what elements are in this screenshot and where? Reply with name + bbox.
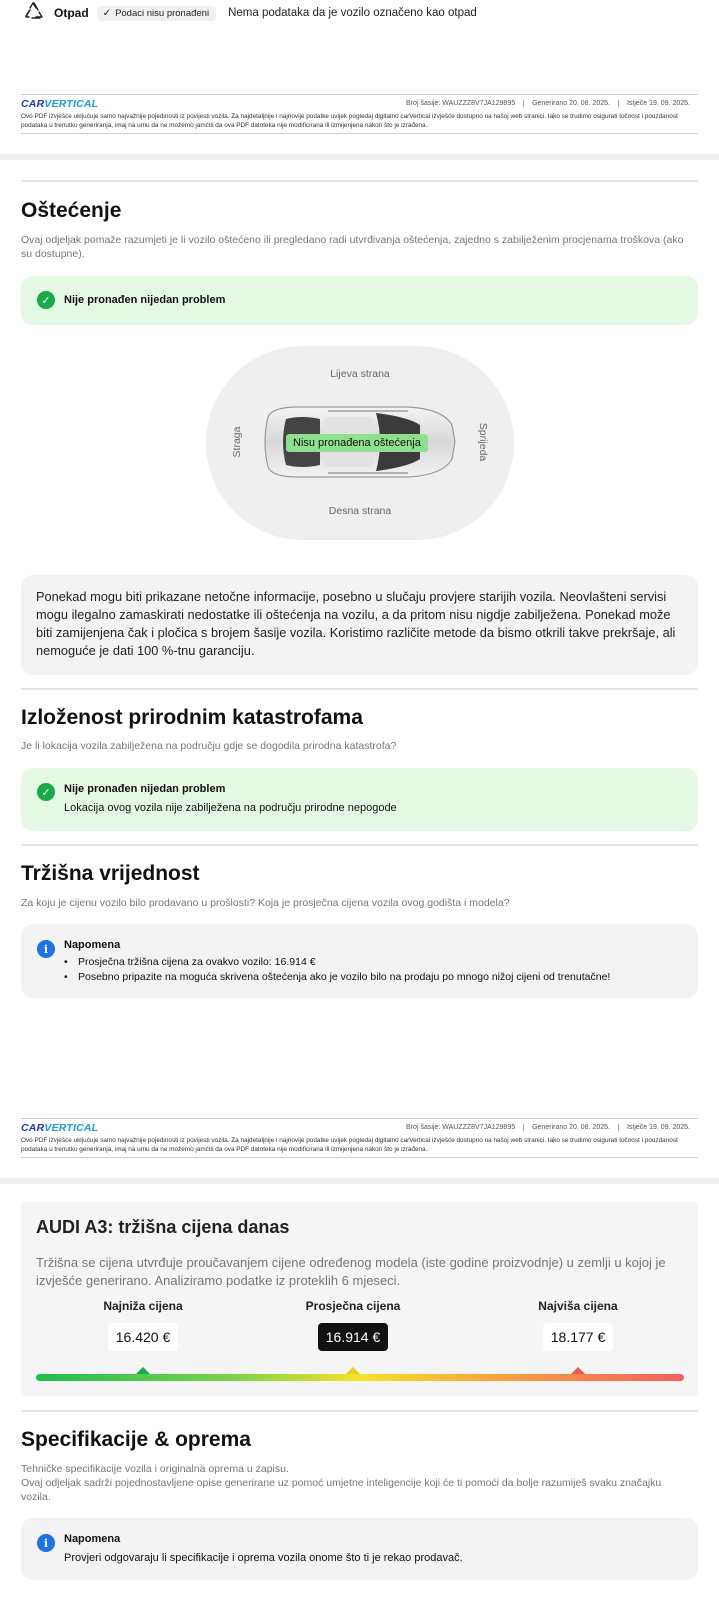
recycle-icon [22, 0, 46, 28]
specs-note-title: Napomena [64, 1533, 121, 1545]
avg-price-value: 16.914 € [318, 1323, 389, 1351]
vin-text: Broj šasije: WAUZZZ8V7JA129895 [406, 1124, 516, 1131]
market-note-box [21, 924, 698, 998]
market-note-item: • Prosječna tržišna cijena za ovakvo vozilo: 16.914 € [64, 955, 610, 970]
max-price-label: Najviša cijena [538, 1299, 618, 1313]
damage-note-box [21, 575, 698, 675]
disaster-status: Nije pronađen nijedan problem [64, 783, 226, 795]
price-today-box [21, 1202, 698, 1396]
pdf-header [21, 94, 698, 134]
market-note-item: • Posebno pripazite na moguća skrivena oštećenja ako je vozilo bilo na prodaju po mnogo nižoj cijeni od trenutačne! [64, 970, 610, 985]
section-rule [21, 844, 698, 846]
damage-subtitle: Ovaj odjeljak pomaže razumjeti je li vozilo oštećeno ili pregledano radi utvrđivanja oštećenja, zajedno s zabilježenim procjenama troškova (ako su dostupne). [21, 234, 684, 260]
carvertical-logo: CARVERTICAL [21, 97, 99, 110]
disaster-title: Izloženost prirodnim katastrofama [21, 706, 363, 729]
generated-date: Generirano 20. 08. 2025. [523, 1124, 618, 1131]
rear-label: Straga [231, 426, 243, 458]
market-note-title: Napomena [64, 939, 121, 951]
specs-title: Specifikacije & oprema [21, 1428, 251, 1451]
expiry-date: Istječe 19. 09. 2025. [618, 1124, 698, 1131]
front-label: Sprijeda [477, 422, 489, 462]
specs-note-text: Provjeri odgovaraju li specifikacije i oprema vozila onome što ti je rekao prodavač. [64, 1552, 463, 1564]
section-rule [21, 1410, 698, 1412]
market-subtitle: Za koju je cijenu vozilo bilo prodavano u prošlosti? Koja je prosječna cijena vozila ovog godišta i modela? [21, 897, 510, 909]
expiry-date: Istječe 19. 09. 2025. [618, 100, 698, 107]
price-scale-bar [36, 1374, 684, 1381]
damage-note: Ponekad mogu biti prikazane netočne informacije, posebno u slučaju provjere starijih vozila. Neovlašteni servisi mogu ilegalno zamaskirati nedostatke ili oštećenja na vozilu, a da pritom nisu nigdje zabilježena. Ponekad može biti zamijenjena čak i pločica s brojem šasije vozila. Koristimo različite metode da bismo otkrili takve prekršaje, ali nemoguće je dati 100 %-tnu garanciju. [36, 589, 676, 658]
status-chip [97, 6, 216, 21]
right-side-label: Desna strana [328, 505, 392, 517]
section-rule [21, 688, 698, 690]
market-title: Tržišna vrijednost [21, 862, 200, 885]
check-circle-icon: ✓ [37, 291, 55, 309]
disaster-status-box [21, 768, 698, 831]
no-damage-badge: Nisu pronađena oštećenja [286, 434, 428, 452]
info-icon: i [37, 1534, 55, 1552]
generated-date: Generirano 20. 08. 2025. [523, 100, 618, 107]
vin-text: Broj šasije: WAUZZZ8V7JA129895 [406, 100, 516, 107]
check-circle-icon: ✓ [37, 783, 55, 801]
section-rule [21, 180, 698, 182]
otpad-text: Nema podataka da je vozilo označeno kao otpad [228, 7, 477, 19]
left-side-label: Lijeva strana [330, 368, 390, 380]
specs-line2: Ovaj odjeljak sadrži pojednostavljene opise generirane uz pomoć umjetne inteligencije koji će ti pomoći da bolje razumiješ svaku značajku vozila. [21, 1477, 662, 1503]
page-divider [0, 154, 719, 160]
min-price-label: Najniža cijena [103, 1299, 183, 1313]
specs-line1: Tehničke specifikacije vozila i originalna oprema u zapisu. [21, 1463, 289, 1475]
carvertical-logo: CARVERTICAL [21, 1121, 99, 1134]
max-price-value: 18.177 € [543, 1323, 614, 1351]
market-note-list [64, 955, 610, 985]
damage-title: Oštećenje [21, 199, 122, 222]
disaster-subtitle: Je li lokacija vozila zabilježena na području gdje se dogodila prirodna katastrofa? [21, 740, 397, 752]
chip-label: Podaci nisu pronađeni [115, 7, 210, 19]
avg-price [293, 1299, 413, 1351]
info-icon: i [37, 940, 55, 958]
disclaimer: Ovo PDF izvješće uključuje samo najvažnije pojedinosti iz povijesti vozila. Za najdetaljnije i najnovije podatke uvijek pogledaj digitalno carVertical izvješće dostupno na našoj web stranici. Iako se trudimo osigurati točnost i pouzdanost podataka u trenutku generiranja, imaj na umu da ne možemo jamčiti da ova PDF datoteka nije modificirana ili izmijenjena nakon što je izrađena. [21, 1136, 698, 1158]
damage-status-box [21, 276, 698, 325]
avg-price-label: Prosječna cijena [305, 1299, 401, 1313]
check-icon: ✓ [102, 7, 112, 19]
price-today-title: AUDI A3: tržišna cijena danas [36, 1217, 290, 1237]
disaster-detail: Lokacija ovog vozila nije zabilježena na području prirodne nepogode [64, 802, 397, 814]
pdf-header [21, 1118, 698, 1158]
max-price [518, 1299, 638, 1351]
damage-status: Nije pronađen nijedan problem [64, 294, 226, 306]
min-price [83, 1299, 203, 1351]
page-divider [0, 1178, 719, 1184]
disclaimer: Ovo PDF izvješće uključuje samo najvažnije pojedinosti iz povijesti vozila. Za najdetaljnije i najnovije podatke uvijek pogledaj digitalno carVertical izvješće dostupno na našoj web stranici. Iako se trudimo osigurati točnost i pouzdanost podataka u trenutku generiranja, imaj na umu da ne možemo jamčiti da ova PDF datoteka nije modificirana ili izmijenjena nakon što je izrađena. [21, 112, 698, 134]
specs-note-box [21, 1518, 698, 1580]
otpad-label: Otpad [54, 6, 89, 20]
price-today-text: Tržišna se cijena utvrđuje proučavanjem cijene određenog modela (iste godine proizvodnje) u zemlji u kojoj je izvješće generirano. Analiziramo podatke iz proteklih 6 mjeseci. [36, 1255, 666, 1288]
otpad-row [22, 0, 477, 26]
min-price-value: 16.420 € [108, 1323, 179, 1351]
